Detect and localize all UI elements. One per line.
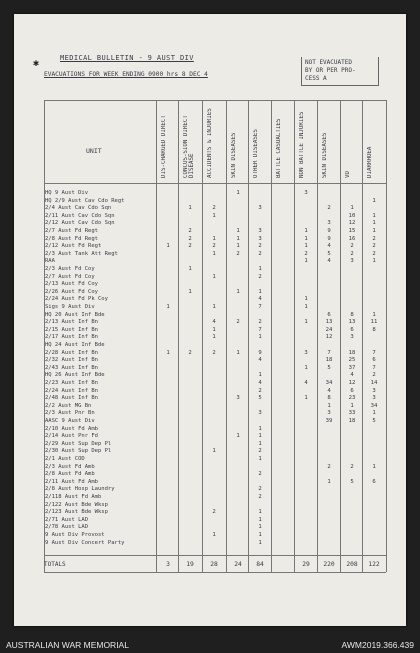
table-cell: 1 (258, 532, 262, 538)
table-cell: 1 (166, 304, 170, 310)
document-title: MEDICAL BULLETIN - 9 AUST DIV (60, 54, 194, 62)
unit-name: 2/23 Aust Inf Bn (45, 380, 98, 386)
table-cell: 1 (372, 220, 376, 227)
table-cell: 1 (212, 448, 216, 455)
table-cell: 7 (372, 364, 376, 371)
unit-name: 2/8 Aust Fd Regt (45, 235, 98, 242)
note-line: CESS A (305, 75, 327, 82)
table-cell: 1 (304, 243, 308, 250)
unit-name: 2/24 Aust Fd Pk Coy (45, 296, 108, 303)
unit-name: HQ 9 Aust Div (45, 190, 89, 196)
table-cell: 2 (304, 250, 308, 257)
table-cell: 2 (236, 250, 240, 257)
unit-name: 2/15 Aust Inf Bn (45, 326, 98, 333)
table-cell: 1 (188, 288, 192, 295)
unit-name: 2/24 Aust Inf Bn (45, 387, 98, 394)
table-cell: 1 (372, 228, 376, 234)
unit-name: 2/14 Aust Pnr Fd (45, 433, 98, 440)
document-subtitle: EVACUATIONS FOR WEEK ENDING 0900 hrs 8 DEC 4 (44, 71, 208, 78)
unit-name: 9 Aust Div Concert Party (45, 539, 125, 546)
column-rule (294, 100, 295, 572)
table-cell: 2 (350, 250, 354, 257)
table-cell: 1 (350, 205, 354, 212)
table-cell: 37 (348, 364, 356, 371)
table-cell: 3 (327, 220, 331, 227)
unit-name: 2/11 Aust Fd Amb (45, 478, 98, 485)
column-header: SKIN DISEASES (231, 132, 237, 178)
unit-name: 2/8 Aust Hosp Laundry (45, 486, 115, 493)
table-cell: 4 (212, 319, 216, 326)
table-cell: 2 (372, 243, 376, 250)
table-cell: 1 (258, 288, 262, 295)
unit-name: Sigs 9 Aust Div (45, 304, 95, 310)
unit-name: 2/123 Aust Bde Wksp (45, 509, 108, 516)
table-cell: 1 (188, 266, 192, 272)
table-cell: 5 (327, 364, 331, 371)
table-cell: 1 (350, 402, 354, 409)
table-cell: 18 (348, 418, 356, 424)
table-cell: 2 (212, 243, 216, 250)
table-cell: 2 (212, 509, 216, 516)
table-cell: 2 (258, 243, 262, 250)
table-cell: 3 (258, 410, 262, 417)
table-cell: 1 (212, 532, 216, 538)
column-header: BATTLE CASUALTIES (276, 118, 282, 178)
table-cell: 1 (212, 304, 216, 310)
table-cell: 1 (258, 334, 262, 341)
table-cell: 5 (372, 418, 376, 424)
table-cell: 34 (370, 402, 378, 409)
row-rule (44, 555, 386, 556)
table-cell: 5 (327, 250, 331, 257)
total-cell: 220 (323, 561, 335, 568)
total-cell: 28 (210, 561, 218, 568)
table-cell: 1 (212, 235, 216, 242)
table-cell: 6 (372, 357, 376, 364)
table-cell: 1 (258, 539, 262, 546)
table-cell: 4 (258, 357, 262, 364)
table-cell: 5 (350, 478, 354, 485)
unit-name: 2/8 Aust Fd Amb (45, 471, 95, 478)
unit-name: 2/12 Aust Fd Regt (45, 243, 102, 250)
table-cell: 1 (372, 212, 376, 219)
table-cell: 4 (350, 372, 354, 379)
total-cell: 122 (368, 561, 380, 568)
table-cell: 2 (350, 463, 354, 470)
table-cell: 12 (348, 380, 356, 386)
table-cell: 2 (236, 319, 240, 326)
table-cell: 9 (327, 228, 331, 234)
table-cell: 1 (304, 258, 308, 265)
table-cell: 2 (258, 250, 262, 257)
column-rule (386, 100, 387, 572)
column-rule (226, 100, 227, 572)
table-cell: 13 (325, 319, 333, 326)
table-cell: 3 (327, 410, 331, 417)
table-cell: 12 (348, 220, 356, 227)
table-cell: 25 (348, 357, 356, 364)
table-cell: 3 (372, 387, 376, 394)
table-cell: 8 (372, 326, 376, 333)
table-cell: 2 (188, 349, 192, 356)
unit-name: 2/7 Aust Fd Coy (45, 273, 95, 280)
column-header: VD (345, 171, 351, 178)
unit-name: 2/13 Aust Fd Coy (45, 281, 98, 288)
table-cell: 2 (212, 349, 216, 356)
unit-name: HQ 2/9 Aust Cav Cdo Regt (45, 197, 125, 204)
unit-name: 2/3 Aust Fd Coy (45, 266, 95, 272)
table-cell: 2 (258, 319, 262, 326)
totals-label: TOTALS (44, 561, 66, 568)
total-cell: 3 (166, 561, 170, 568)
table-cell: 1 (236, 235, 240, 242)
unit-name: 2/12 Aust Cav Cdo Sqn (45, 220, 115, 227)
row-rule (44, 572, 386, 573)
unit-name: 2/3 Aust Tank Att Regt (45, 250, 118, 257)
column-header: DIS-CHARGED DIRECT (161, 115, 167, 178)
table-cell: 11 (370, 319, 378, 326)
footer-accession: AWM2019.366.439 (341, 640, 414, 650)
table-cell: 1 (372, 311, 376, 318)
table-cell: 9 (258, 349, 262, 356)
table-cell: 2 (372, 372, 376, 379)
table-cell: 1 (258, 372, 262, 379)
table-cell: 12 (325, 334, 333, 341)
table-cell: 3 (350, 334, 354, 341)
unit-name: 2/10 Aust Fd Amb (45, 425, 98, 432)
table-cell: 4 (327, 387, 331, 394)
unit-name: 2/17 Aust Inf Bn (45, 334, 98, 341)
table-cell: 4 (327, 258, 331, 265)
table-cell: 9 (327, 235, 331, 242)
unit-name: 2/118 Aust Fd Amb (45, 494, 102, 500)
table-cell: 6 (327, 311, 331, 318)
table-cell: 2 (258, 387, 262, 394)
table-cell: 3 (258, 228, 262, 234)
table-cell: 1 (188, 205, 192, 212)
unit-name: 2/3 Aust Fd Amb (45, 463, 95, 470)
unit-name: HQ 20 Aust Inf Bde (45, 311, 105, 318)
table-cell: 2 (188, 228, 192, 234)
table-cell: 2 (372, 235, 376, 242)
unit-name: 2/26 Aust Fd Coy (45, 288, 98, 295)
row-rule (44, 183, 386, 184)
unit-name: 2/30 Aust Sup Dep Pl (45, 448, 112, 455)
table-cell: 2 (188, 243, 192, 250)
star-mark: ✱ (33, 58, 40, 69)
table-cell: 18 (325, 357, 333, 364)
table-cell: 1 (236, 243, 240, 250)
table-cell: 1 (372, 197, 376, 204)
total-cell: 208 (346, 561, 358, 568)
table-cell: 16 (348, 235, 356, 242)
table-cell: 1 (236, 288, 240, 295)
column-header: DIARRHOEA (367, 146, 373, 178)
table-cell: 1 (212, 326, 216, 333)
table-cell: 15 (348, 228, 356, 234)
table-cell: 2 (212, 205, 216, 212)
table-cell: 1 (372, 410, 376, 417)
table-cell: 4 (304, 380, 308, 386)
table-cell: 6 (350, 387, 354, 394)
table-cell: 3 (258, 235, 262, 242)
table-cell: 2 (188, 235, 192, 242)
column-rule (156, 100, 157, 572)
table-cell: 1 (327, 478, 331, 485)
table-cell: 1 (236, 190, 240, 196)
table-cell: 33 (348, 410, 356, 417)
table-cell: 1 (304, 395, 308, 402)
table-cell: 1 (258, 509, 262, 516)
unit-name: 2/2 Aust MG Bn (45, 402, 92, 409)
table-cell: 3 (236, 395, 240, 402)
column-header: ACCIDENTS & INJURIES (207, 108, 213, 178)
table-cell: 8 (350, 311, 354, 318)
footer-institution: AUSTRALIAN WAR MEMORIAL (6, 640, 129, 650)
unit-name: 2/43 Aust Inf Bn (45, 364, 98, 371)
table-cell: 1 (258, 425, 262, 432)
table-cell: 1 (212, 250, 216, 257)
table-cell: 1 (166, 349, 170, 356)
table-cell: 2 (258, 486, 262, 493)
table-cell: 10 (348, 212, 356, 219)
table-cell: 14 (370, 380, 378, 386)
total-cell: 29 (302, 561, 310, 568)
table-cell: 3 (304, 190, 308, 196)
table-cell: 1 (372, 463, 376, 470)
unit-name: RAA (45, 258, 55, 265)
table-cell: 1 (304, 296, 308, 303)
unit-name: 2/1 Aust COD (45, 456, 85, 462)
unit-name: HQ 24 Aust Inf Bde (45, 342, 105, 348)
table-cell: 1 (304, 235, 308, 242)
table-cell: 1 (304, 319, 308, 326)
unit-name: AASC 9 Aust Div (45, 418, 95, 424)
unit-name: 2/78 Aust LAD (45, 524, 89, 531)
unit-name: 2/11 Aust Cav Cdo Sqn (45, 212, 115, 219)
column-header: NON BATTLE INJURIES (299, 111, 305, 178)
table-cell: 34 (325, 380, 333, 386)
total-cell: 19 (186, 561, 194, 568)
table-cell: 3 (350, 258, 354, 265)
table-cell: 2 (372, 250, 376, 257)
table-cell: 18 (348, 349, 356, 356)
table-cell: 1 (327, 402, 331, 409)
unit-name: 2/71 Aust LAD (45, 516, 89, 523)
table-cell: 1 (236, 228, 240, 234)
table-cell: 2 (258, 494, 262, 500)
table-cell: 39 (325, 418, 333, 424)
unit-name: 2/4 Aust Cav Cdo Sqn (45, 205, 112, 212)
table-cell: 1 (304, 304, 308, 310)
total-cell: 24 (234, 561, 242, 568)
table-cell: 6 (350, 326, 354, 333)
column-rule (178, 100, 179, 572)
not-evacuated-note (301, 57, 379, 86)
table-cell: 5 (258, 395, 262, 402)
note-line: BY OR PER PRO- (305, 67, 356, 74)
unit-column-header: UNIT (86, 147, 102, 155)
table-cell: 1 (304, 228, 308, 234)
table-cell: 7 (327, 349, 331, 356)
table-cell: 3 (372, 395, 376, 402)
table-cell: 1 (258, 516, 262, 523)
table-cell: 4 (327, 243, 331, 250)
unit-name: 2/29 Aust Sup Dep Pl (45, 440, 112, 447)
unit-name: 2/122 Aust Bde Wksp (45, 501, 108, 508)
table-cell: 2 (258, 273, 262, 280)
table-cell: 2 (258, 448, 262, 455)
table-cell: 2 (258, 471, 262, 478)
row-rule (44, 100, 386, 101)
column-header: CONCUS-SION DIRECT DISEASE (183, 115, 195, 178)
unit-name: 2/13 Aust Inf Bn (45, 319, 98, 326)
table-cell: 1 (304, 364, 308, 371)
table-cell: 23 (348, 395, 356, 402)
table-cell: 1 (236, 349, 240, 356)
table-cell: 4 (258, 380, 262, 386)
table-cell: 1 (258, 440, 262, 447)
table-cell: 1 (258, 266, 262, 272)
column-header: OTHER DISEASES (253, 129, 259, 178)
unit-name: 2/7 Aust Fd Regt (45, 228, 98, 234)
table-cell: 1 (212, 334, 216, 341)
table-cell: 1 (212, 212, 216, 219)
table-cell: 4 (258, 296, 262, 303)
table-cell: 1 (258, 433, 262, 440)
table-cell: 7 (258, 326, 262, 333)
table-cell: 1 (166, 243, 170, 250)
unit-name: 2/48 Aust Inf Bn (45, 395, 98, 402)
table-cell: 2 (327, 205, 331, 212)
unit-name: 2/3 Aust Pnr Bn (45, 410, 95, 417)
table-cell: 2 (350, 243, 354, 250)
column-header: SKIN DISEASES (322, 132, 328, 178)
table-cell: 3 (258, 205, 262, 212)
table-cell: 1 (236, 433, 240, 440)
table-cell: 7 (372, 349, 376, 356)
total-cell: 84 (256, 561, 264, 568)
column-rule (271, 100, 272, 572)
table-cell: 13 (348, 319, 356, 326)
table-cell: 2 (327, 463, 331, 470)
table-cell: 24 (325, 326, 333, 333)
table-cell: 8 (327, 395, 331, 402)
table-cell: 1 (372, 258, 376, 265)
table-cell: 3 (304, 349, 308, 356)
unit-name: 9 Aust Div Provost (45, 532, 105, 538)
table-cell: 7 (258, 304, 262, 310)
unit-name: 2/28 Aust Inf Bn (45, 349, 98, 356)
unit-name: HQ 26 Aust Inf Bde (45, 372, 105, 379)
table-cell: 1 (258, 456, 262, 462)
table-cell: 1 (212, 273, 216, 280)
table-cell: 6 (372, 478, 376, 485)
table-cell: 1 (258, 524, 262, 531)
unit-name: 2/32 Aust Inf Bn (45, 357, 98, 364)
note-line: NOT EVACUATED (305, 59, 352, 66)
